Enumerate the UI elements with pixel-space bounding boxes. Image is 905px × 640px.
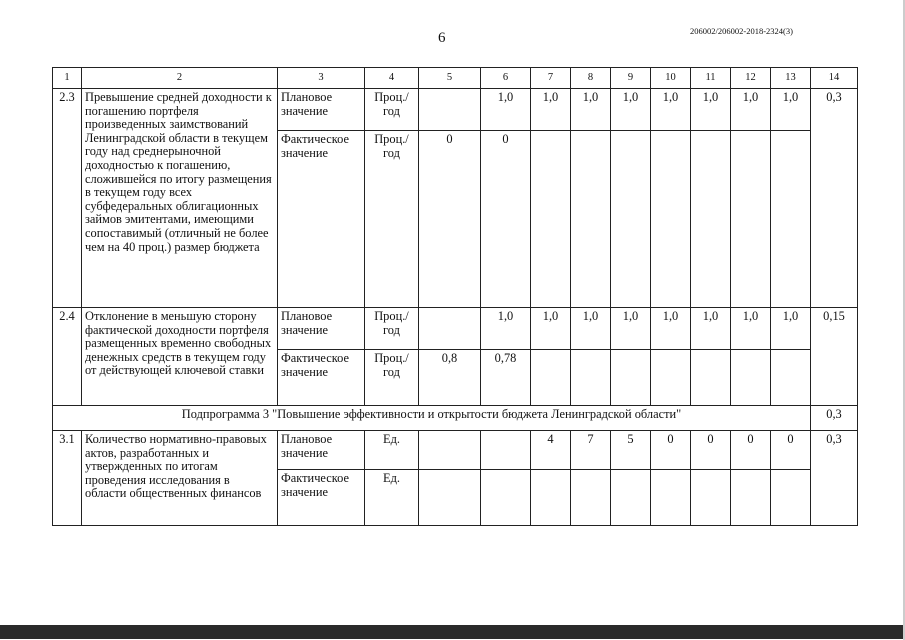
value-cell: [651, 131, 691, 308]
value-cell: 0: [419, 131, 481, 308]
value-cell: 1,0: [771, 89, 811, 131]
value-cell: [691, 470, 731, 526]
value-cell: [651, 350, 691, 406]
unit: Ед.: [365, 431, 419, 470]
table-row: [53, 308, 858, 350]
value-cell: 1,0: [731, 308, 771, 350]
value-cell: [691, 350, 731, 406]
row-number: 3.1: [53, 431, 82, 526]
value-cell: [419, 431, 481, 470]
row-number: 2.3: [53, 89, 82, 308]
value-cell: [481, 470, 531, 526]
value-cell: [731, 350, 771, 406]
value-type-fact: Фактическое значение: [278, 350, 365, 406]
header-cell: 5: [419, 68, 481, 89]
weight-cell: 0,3: [811, 89, 858, 308]
header-cell: 4: [365, 68, 419, 89]
header-cell: 2: [82, 68, 278, 89]
header-cell: 14: [811, 68, 858, 89]
value-type-plan: Плановое значение: [278, 308, 365, 350]
value-cell: 1,0: [531, 308, 571, 350]
scan-bottom-edge: [0, 625, 905, 639]
page-number: 6: [438, 30, 446, 46]
value-cell: [771, 350, 811, 406]
value-cell: 1,0: [571, 89, 611, 131]
value-cell: 1,0: [531, 89, 571, 131]
unit: Проц./ год: [365, 308, 419, 350]
value-cell: [419, 308, 481, 350]
value-type-fact: Фактическое значение: [278, 470, 365, 526]
value-cell: [571, 350, 611, 406]
value-cell: [419, 89, 481, 131]
table-header-row: [53, 68, 858, 89]
unit: Проц./ год: [365, 89, 419, 131]
weight-cell: 0,3: [811, 431, 858, 526]
value-cell: [531, 131, 571, 308]
value-cell: [771, 470, 811, 526]
header-cell: 12: [731, 68, 771, 89]
value-cell: [611, 470, 651, 526]
document-reference: 206002/206002-2018-2324(3): [690, 26, 793, 36]
value-cell: 0,8: [419, 350, 481, 406]
value-cell: 7: [571, 431, 611, 470]
value-cell: 0: [691, 431, 731, 470]
value-cell: 1,0: [611, 308, 651, 350]
value-cell: 1,0: [731, 89, 771, 131]
subprogram-row: [53, 406, 858, 431]
value-cell: 1,0: [481, 308, 531, 350]
value-cell: 4: [531, 431, 571, 470]
row-number: 2.4: [53, 308, 82, 406]
value-cell: 0: [481, 131, 531, 308]
value-cell: [531, 350, 571, 406]
value-cell: 1,0: [481, 89, 531, 131]
value-cell: [731, 131, 771, 308]
value-cell: 1,0: [611, 89, 651, 131]
value-cell: [571, 470, 611, 526]
value-cell: 1,0: [691, 308, 731, 350]
value-cell: 5: [611, 431, 651, 470]
header-cell: 11: [691, 68, 731, 89]
value-type-plan: Плановое значение: [278, 89, 365, 131]
unit: Ед.: [365, 470, 419, 526]
value-cell: 1,0: [691, 89, 731, 131]
indicator-name: Превышение средней доходности к погашению портфеля произведенных заимствований Ленинградской области в текущем году над среднерыночной доходностью к погашению, сложившейся по итогу размещения в текущем году всех субфедеральных облигационных займов эмитентами, имеющими сопоставимый (отличный не более чем на 40 проц.) размер бюджета: [82, 89, 278, 308]
value-cell: 1,0: [651, 89, 691, 131]
indicator-name: Количество нормативно-правовых актов, разработанных и утвержденных по итогам проведения исследования в области общественных финансов: [82, 431, 278, 526]
value-cell: [691, 131, 731, 308]
unit: Проц./ год: [365, 350, 419, 406]
table-row: [53, 89, 858, 131]
indicator-name: Отклонение в меньшую сторону фактической доходности портфеля размещенных временно свободных денежных средств в текущем году от действующей ключевой ставки: [82, 308, 278, 406]
value-type-plan: Плановое значение: [278, 431, 365, 470]
header-cell: 7: [531, 68, 571, 89]
header-cell: 10: [651, 68, 691, 89]
header-cell: 3: [278, 68, 365, 89]
unit: Проц./ год: [365, 131, 419, 308]
value-cell: [481, 431, 531, 470]
header-cell: 8: [571, 68, 611, 89]
value-cell: 0,78: [481, 350, 531, 406]
value-cell: [611, 131, 651, 308]
value-cell: 0: [771, 431, 811, 470]
value-cell: 1,0: [771, 308, 811, 350]
value-cell: [651, 470, 691, 526]
header-cell: 6: [481, 68, 531, 89]
value-cell: 0: [731, 431, 771, 470]
value-cell: [419, 470, 481, 526]
value-cell: 1,0: [571, 308, 611, 350]
subprogram-title: Подпрограмма 3 "Повышение эффективности и открытости бюджета Ленинградской области": [53, 406, 811, 431]
table-row: [53, 431, 858, 470]
header-cell: 1: [53, 68, 82, 89]
value-cell: [571, 131, 611, 308]
value-cell: 0: [651, 431, 691, 470]
value-cell: [731, 470, 771, 526]
header-cell: 13: [771, 68, 811, 89]
value-type-fact: Фактическое значение: [278, 131, 365, 308]
value-cell: 1,0: [651, 308, 691, 350]
value-cell: [771, 131, 811, 308]
weight-cell: 0,3: [811, 406, 858, 431]
header-cell: 9: [611, 68, 651, 89]
value-cell: [531, 470, 571, 526]
indicators-table: [52, 67, 858, 526]
value-cell: [611, 350, 651, 406]
weight-cell: 0,15: [811, 308, 858, 406]
